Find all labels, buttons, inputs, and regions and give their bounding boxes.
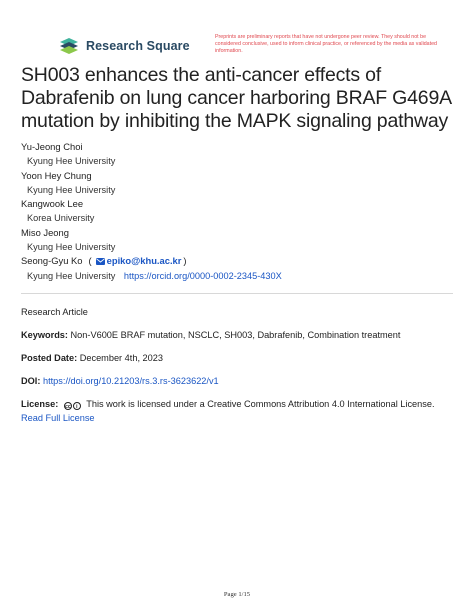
header bbox=[58, 34, 438, 62]
doi-row bbox=[21, 376, 219, 386]
orcid-link[interactable]: https://orcid.org/0000-0002-2345-430X bbox=[123, 270, 282, 281]
creative-commons-icon bbox=[64, 402, 81, 410]
article-type: Research Article bbox=[21, 307, 88, 317]
author-affiliation: Kyung Hee University bbox=[27, 242, 116, 253]
author-affiliation: Korea University bbox=[27, 213, 95, 224]
author-name: Yoon Hey Chung bbox=[21, 169, 92, 181]
posted-date-row bbox=[21, 353, 163, 363]
license-label: License: bbox=[21, 399, 59, 409]
keywords-value: Non-V600E BRAF mutation, NSCLC, SH003, Dabrafenib, Combination treatment bbox=[70, 330, 401, 340]
page-number: Page 1/15 bbox=[223, 591, 251, 598]
author-list bbox=[21, 140, 461, 283]
brand-name: Research Square bbox=[86, 39, 190, 53]
keywords-label: Keywords: bbox=[21, 330, 68, 340]
doi-label: DOI: bbox=[21, 376, 41, 386]
keywords-row bbox=[21, 330, 400, 340]
author-affiliation: Kyung Hee University bbox=[27, 184, 116, 195]
envelope-icon bbox=[96, 258, 105, 265]
author-name: Miso Jeong bbox=[21, 226, 69, 238]
author-name: Seong-Gyu Ko bbox=[21, 255, 83, 267]
attribution-icon: i bbox=[73, 402, 81, 410]
research-square-logo[interactable] bbox=[58, 36, 190, 56]
corresponding-author bbox=[21, 254, 461, 268]
email-link[interactable] bbox=[96, 254, 182, 268]
license-text: This work is licensed under a Creative Commons Attribution 4.0 International License. bbox=[86, 399, 435, 409]
author-affiliation: Kyung Hee University bbox=[27, 156, 116, 167]
close-paren: ) bbox=[183, 255, 187, 267]
author-name: Yu-Jeong Choi bbox=[21, 141, 83, 152]
research-square-logo-icon bbox=[58, 36, 80, 56]
divider bbox=[21, 293, 453, 294]
preprint-disclaimer: Preprints are preliminary reports that have not undergone peer review. They should not be considered conclusive, used to inform clinical practice, or referenced by the media as validated information. bbox=[215, 34, 437, 54]
author-name: Kangwook Lee bbox=[21, 198, 84, 210]
read-license-link[interactable]: Read Full License bbox=[21, 413, 95, 423]
author-affiliation-row bbox=[21, 269, 461, 283]
email-wrapper bbox=[89, 254, 187, 268]
posted-date-value: December 4th, 2023 bbox=[79, 353, 163, 363]
paper-title: SH003 enhances the anti-cancer effects of Dabrafenib on lung cancer harboring BRAF G469A mutation by inhibiting the MAPK signaling pathway bbox=[21, 64, 451, 132]
cc-icon: cc bbox=[65, 404, 71, 410]
author-affiliation: Kyung Hee University bbox=[27, 270, 116, 281]
open-paren: ( bbox=[88, 255, 92, 267]
posted-date-label: Posted Date: bbox=[21, 353, 78, 363]
license-row bbox=[21, 399, 435, 410]
email-address: epiko@khu.ac.kr bbox=[106, 255, 182, 267]
doi-link[interactable]: https://doi.org/10.21203/rs.3.rs-3623622/v1 bbox=[42, 376, 219, 386]
